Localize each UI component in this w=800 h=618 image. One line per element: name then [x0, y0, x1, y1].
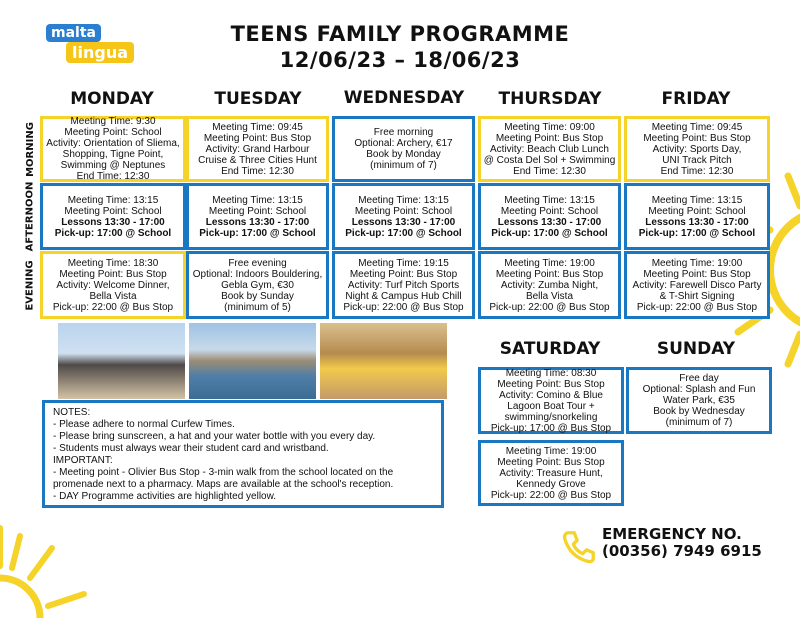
cell-evening-thursday — [478, 251, 621, 319]
cell-line: Meeting Time: 13:15 — [67, 194, 159, 206]
emergency-number: (00356) 7949 6915 — [602, 542, 762, 560]
cell-line: End Time: 12:30 — [76, 171, 150, 182]
cell-line: Cruise & Three Cities Hunt — [198, 154, 317, 166]
cell-line: Pick-up: 17:00 @ School — [345, 227, 462, 239]
cell-line: Meeting Time: 08:30 — [505, 367, 597, 379]
cell-line: Pick-up: 22:00 @ Bus Stop — [489, 301, 610, 313]
cell-morning-friday — [624, 116, 770, 182]
cell-evening-tuesday — [186, 251, 329, 319]
cell-line: @ Costa Del Sol + Swimming — [483, 154, 616, 166]
cell-line: Pick-up: 22:00 @ Bus Stop — [52, 301, 174, 313]
cell-line: Meeting Point: Bus Stop — [643, 268, 751, 280]
cell-line: Meeting Time: 09:45 — [651, 121, 743, 133]
day-header-saturday: SATURDAY — [499, 339, 601, 359]
cell-line: Activity: Beach Club Lunch — [490, 143, 609, 155]
cell-line: Meeting Time: 13:15 — [212, 194, 303, 206]
cell-afternoon-wednesday — [332, 183, 475, 250]
cell-saturday-evening — [478, 440, 624, 506]
cell-line: Meeting Time: 19:00 — [651, 257, 743, 269]
day-header-friday: FRIDAY — [661, 89, 731, 109]
cell-line: Meeting Point: School — [354, 205, 453, 217]
cell-line: (minimum of 7) — [370, 160, 437, 171]
note-line: - Students must always wear their student card and wristband. — [53, 443, 329, 454]
cell-line: Kennedy Grove — [516, 478, 586, 490]
cell-line: Pick-up: 17:00 @ Bus Stop — [490, 422, 612, 434]
cell-line: & T-Shirt Signing — [659, 290, 735, 302]
cell-line: Meeting Time: 09:45 — [212, 121, 303, 133]
cell-line: Shopping, Tigne Point, — [62, 149, 164, 160]
cell-line: (minimum of 7) — [665, 417, 733, 428]
cell-afternoon-friday — [624, 183, 770, 250]
cell-line: Activity: Welcome Dinner, — [56, 279, 170, 291]
cell-line: Activity: Orientation of Sliema, — [46, 138, 180, 149]
cell-sunday — [626, 367, 772, 434]
cell-line: (minimum of 5) — [224, 301, 291, 313]
row-label-morning: MORNING — [24, 121, 36, 177]
cell-line: Optional: Indoors Bouldering, — [192, 268, 323, 280]
emergency-label: EMERGENCY NO. — [602, 525, 742, 543]
cell-line: Meeting Point: School — [64, 205, 162, 217]
cell-line: Meeting Time: 13:15 — [358, 194, 449, 206]
cell-line: Activity: Turf Pitch Sports — [347, 279, 460, 291]
cell-line: Meeting Point: Bus Stop — [203, 132, 312, 144]
cell-line: End Time: 12:30 — [660, 165, 734, 177]
cell-morning-tuesday — [186, 116, 329, 182]
cell-line: Book by Sunday — [221, 290, 294, 302]
cell-line: Pick-up: 17:00 @ School — [638, 227, 756, 239]
page-title: TEENS FAMILY PROGRAMME — [230, 22, 570, 46]
cell-line: End Time: 12:30 — [513, 165, 586, 177]
photo-group-beach — [58, 323, 185, 399]
cell-line: Lessons 13:30 - 17:00 — [497, 216, 602, 228]
cell-line: Meeting Time: 18:30 — [67, 257, 159, 269]
day-header-wednesday: WEDNESDAY — [343, 88, 465, 108]
cell-line: Pick-up: 17:00 @ School — [491, 227, 608, 239]
cell-line: Meeting Point: School — [64, 127, 162, 138]
day-header-sunday: SUNDAY — [656, 339, 736, 359]
cell-line: Activity: Sports Day, — [652, 143, 742, 155]
cell-afternoon-monday — [40, 183, 186, 250]
cell-line: Meeting Time: 13:15 — [504, 194, 595, 206]
cell-line: Book by Wednesday — [653, 406, 745, 417]
cell-line: Activity: Grand Harbour — [205, 143, 310, 155]
cell-line: Meeting Point: Bus Stop — [497, 378, 605, 390]
cell-line: Meeting Point: School — [500, 205, 599, 217]
cell-line: Free morning — [373, 127, 434, 138]
cell-line: Activity: Farewell Disco Party — [632, 279, 762, 291]
note-line: - Please bring sunscreen, a hat and your water bottle with you every day. — [53, 431, 376, 442]
cell-line: Lessons 13:30 - 17:00 — [351, 216, 456, 228]
cell-line: Gebla Gym, €30 — [221, 279, 294, 291]
cell-line: Water Park, €35 — [663, 395, 735, 406]
cell-line: Meeting Point: Bus Stop — [643, 132, 751, 144]
day-header-monday: MONDAY — [70, 89, 154, 109]
cell-line: Pick-up: 17:00 @ School — [199, 227, 316, 239]
malta-lingua-logo: malta lingua — [46, 24, 130, 72]
cell-afternoon-tuesday — [186, 183, 329, 250]
cell-line: Meeting Time: 09:00 — [504, 121, 595, 133]
cell-line: Night & Campus Hub Chill — [345, 290, 462, 302]
cell-afternoon-thursday — [478, 183, 621, 250]
photo-activity — [320, 323, 447, 399]
cell-line: Meeting Time: 19:15 — [358, 257, 449, 269]
row-label-evening: EVENING — [24, 259, 36, 311]
cell-line: Meeting Point: Bus Stop — [59, 268, 167, 280]
cell-line: Meeting Time: 19:00 — [505, 445, 597, 457]
cell-line: Activity: Comino & Blue — [499, 389, 603, 401]
note-line: NOTES: — [53, 407, 91, 418]
note-line: IMPORTANT: — [53, 455, 113, 466]
cell-morning-thursday — [478, 116, 621, 182]
note-line: - Meeting point - Olivier Bus Stop - 3-min walk from the school located on the promenade next to a pharmacy. Maps are available at the school's reception. — [53, 467, 394, 490]
cell-line: Meeting Time: 19:00 — [504, 257, 595, 269]
cell-line: Pick-up: 22:00 @ Bus Stop — [490, 489, 612, 501]
cell-line: Meeting Time: 13:15 — [651, 194, 743, 206]
note-line: - Please adhere to normal Curfew Times. — [53, 419, 235, 430]
cell-evening-friday — [624, 251, 770, 319]
cell-line: Activity: Treasure Hunt, — [499, 467, 603, 479]
cell-line: Meeting Point: School — [648, 205, 746, 217]
cell-line: Lessons 13:30 - 17:00 — [61, 216, 165, 228]
cell-line: Bella Vista — [525, 290, 574, 302]
cell-line: Meeting Point: Bus Stop — [497, 456, 605, 468]
note-line: - DAY Programme activities are highlighted yellow. — [53, 491, 277, 502]
day-header-thursday: THURSDAY — [498, 89, 602, 109]
cell-line: Book by Monday — [366, 149, 441, 160]
cell-line: Pick-up: 22:00 @ Bus Stop — [636, 301, 758, 313]
emergency-contact — [602, 526, 762, 560]
day-header-tuesday: TUESDAY — [214, 89, 302, 109]
cell-line: Meeting Point: Bus Stop — [495, 268, 604, 280]
cell-line: Meeting Point: Bus Stop — [349, 268, 458, 280]
cell-line: Free evening — [228, 257, 287, 269]
cell-line: Pick-up: 17:00 @ School — [54, 227, 172, 239]
cell-line: UNI Track Pitch — [662, 154, 732, 166]
row-label-afternoon: AFTERNOON — [24, 181, 36, 252]
cell-morning-monday — [40, 116, 186, 182]
cell-evening-wednesday — [332, 251, 475, 319]
cell-evening-monday — [40, 251, 186, 319]
cell-line: End Time: 12:30 — [221, 165, 294, 177]
cell-line: Activity: Zumba Night, — [500, 279, 599, 291]
cell-line: Meeting Time: 9:30 — [70, 116, 156, 127]
cell-line: swimming/snorkeling — [504, 411, 598, 423]
cell-line: Meeting Point: Bus Stop — [495, 132, 604, 144]
cell-line: Lessons 13:30 - 17:00 — [205, 216, 310, 228]
cell-line: Swimming @ Neptunes — [60, 160, 166, 171]
cell-line: Optional: Archery, €17 — [354, 138, 453, 149]
cell-line: Lessons 13:30 - 17:00 — [645, 216, 749, 228]
cell-morning-wednesday — [332, 116, 475, 182]
cell-line: Optional: Splash and Fun — [642, 384, 756, 395]
cell-line: Pick-up: 22:00 @ Bus Stop — [343, 301, 464, 313]
photo-harbour-boat — [189, 323, 316, 399]
cell-line: Free day — [679, 373, 719, 384]
cell-line: Meeting Point: School — [208, 205, 307, 217]
cell-line: Bella Vista — [89, 290, 137, 302]
notes-box — [42, 400, 444, 508]
cell-saturday-day — [478, 367, 624, 434]
cell-line: Lagoon Boat Tour + — [507, 400, 595, 412]
date-range: 12/06/23 – 18/06/23 — [279, 48, 521, 72]
phone-icon — [560, 528, 598, 566]
